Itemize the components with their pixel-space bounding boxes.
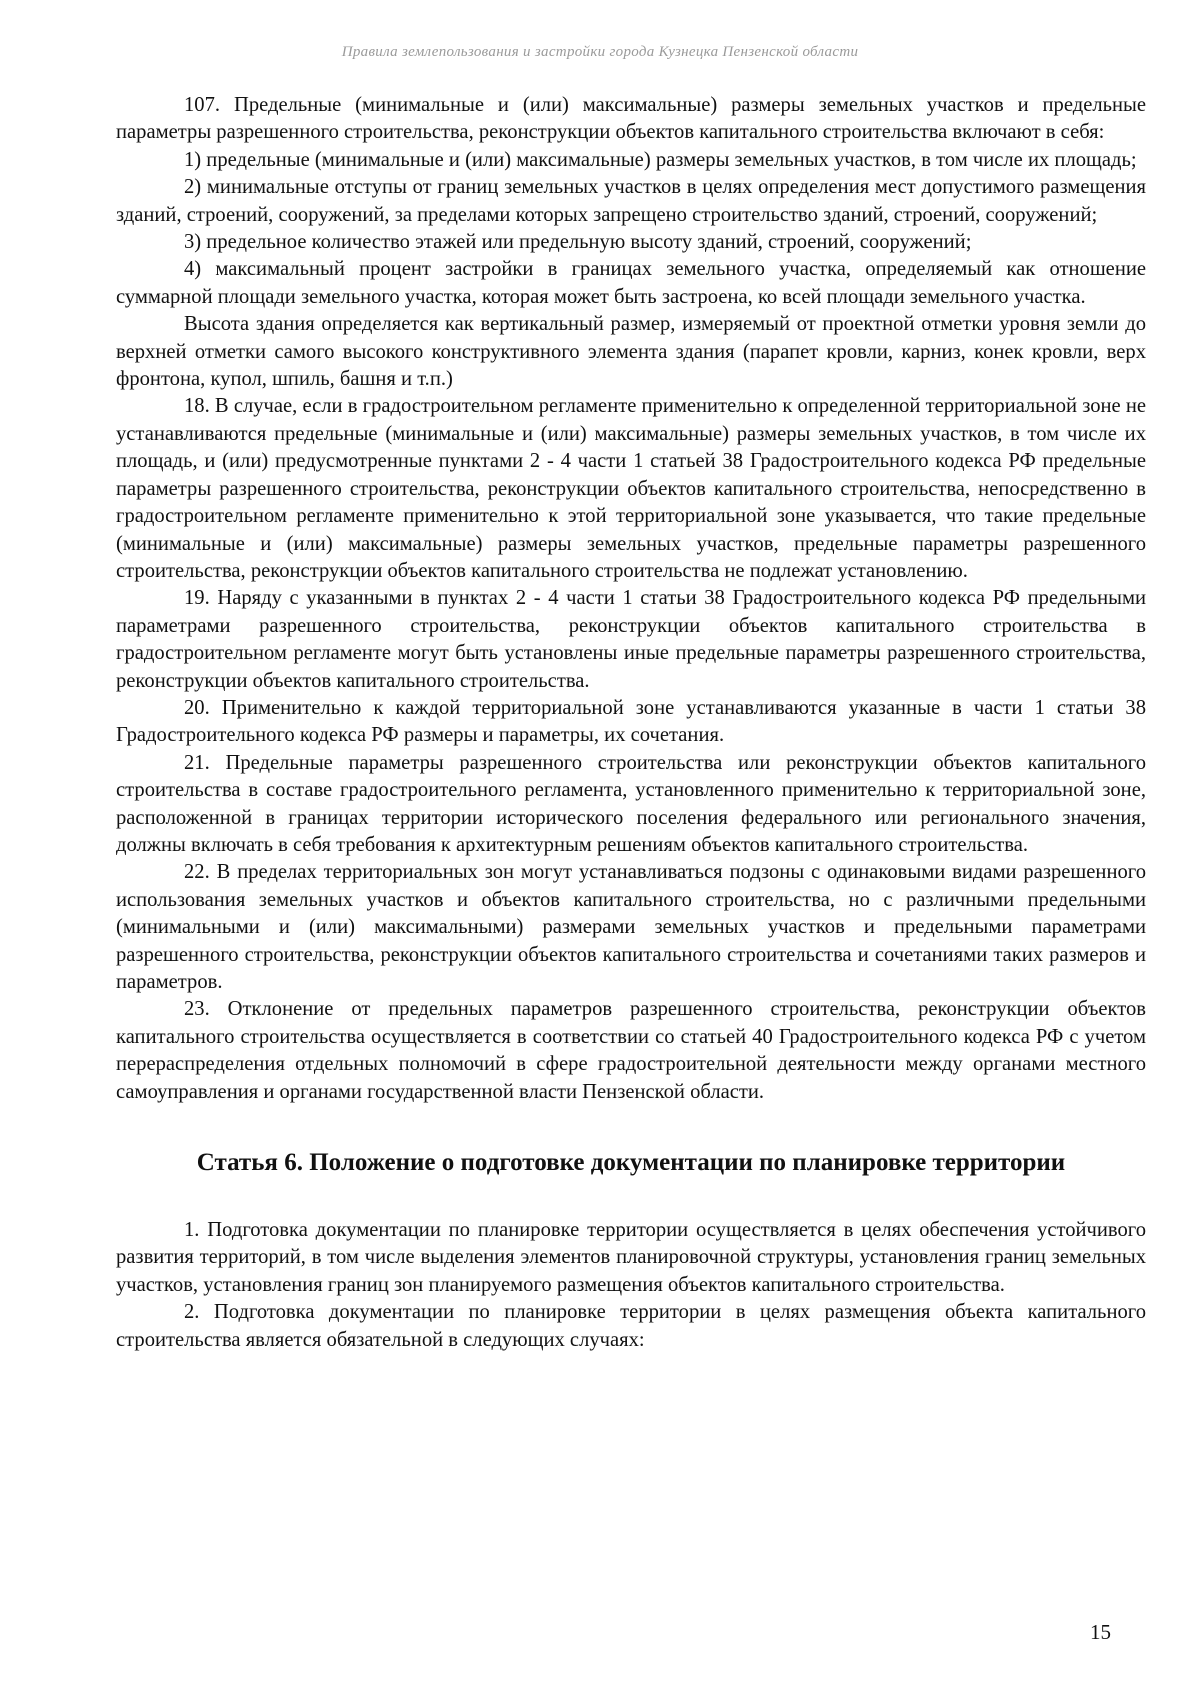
paragraph-23: 23. Отклонение от предельных параметров разрешенного строительства, реконструкции объектов капитального строительства осуществляется в соответствии со статьей 40 Градостроительного кодекса РФ с учетом перераспределения отдельных полномочий в сфере градостроительной деятельности между органами местного самоуправления и органами государственной власти Пензенской области. <box>116 998 1146 1103</box>
section-paragraph-2: 2. Подготовка документации по планировке территории в целях размещения объекта капитального строительства является обязательной в следующих случаях: <box>116 1301 1146 1351</box>
paragraph-19: 19. Наряду с указанными в пунктах 2 - 4 части 1 статьи 38 Градостроительного кодекса РФ предельными параметрами разрешенного строительства, реконструкции объектов капитального строительства в градостроительном регламенте могут быть установлены иные предельные параметры разрешенного строительства, реконструкции объектов капитального строительства. <box>116 587 1146 692</box>
section-heading: Статья 6. Положение о подготовке документации по планировке территории <box>196 1149 1066 1177</box>
list-item-2: 2) минимальные отступы от границ земельных участков в целях определения мест допустимого размещения зданий, строений, сооружений, за пределами которых запрещено строительство зданий, строений, сооружений; <box>116 176 1146 226</box>
paragraph-21: 21. Предельные параметры разрешенного строительства или реконструкции объектов капитального строительства в составе градостроительного регламента, установленного применительно к территориальной зоне, расположенной в границах территории исторического поселения федерального или регионального значения, должны включать в себя требования к архитектурным решениям объектов капитального строительства. <box>116 751 1146 856</box>
list-item-3: 3) предельное количество этажей или предельную высоту зданий, строений, сооружений; <box>184 231 972 254</box>
list-item-1: 1) предельные (минимальные и (или) максимальные) размеры земельных участков, в том числе их площадь; <box>184 148 1137 171</box>
document-body <box>116 92 1146 1354</box>
section-paragraph-1: 1. Подготовка документации по планировке территории осуществляется в целях обеспечения устойчивого развития территорий, в том числе выделения элементов планировочной структуры, установления границ земельных участков, установления границ зон планируемого размещения объектов капитального строительства. <box>116 1219 1146 1296</box>
list-item-4: 4) максимальный процент застройки в границах земельного участка, определяемый как отношение суммарной площади земельного участка, которая может быть застроена, ко всей площади земельного участка. <box>116 258 1146 308</box>
paragraph-107: 107. Предельные (минимальные и (или) максимальные) размеры земельных участков и предельные параметры разрешенного строительства, реконструкции объектов капитального строительства включают в себя: <box>116 94 1146 144</box>
paragraph-18: 18. В случае, если в градостроительном регламенте применительно к определенной территориальной зоне не устанавливаются предельные (минимальные и (или) максимальные) размеры земельных участков, в том числе их площадь, и (или) предусмотренные пунктами 2 - 4 части 1 статьей 38 Градостроительного кодекса РФ предельные параметры разрешенного строительства, реконструкции объектов капитального строительства, непосредственно в градостроительном регламенте применительно к этой территориальной зоне указывается, что такие предельные (минимальные и (или) максимальные) размеры земельных участков, предельные параметры разрешенного строительства, реконструкции объектов капитального строительства не подлежат установлению. <box>116 395 1146 582</box>
paragraph-20: 20. Применительно к каждой территориальной зоне устанавливаются указанные в части 1 статьи 38 Градостроительного кодекса РФ размеры и параметры, их сочетания. <box>116 696 1146 747</box>
running-header: Правила землепользования и застройки города Кузнецка Пензенской области <box>341 44 859 60</box>
page-number: 15 <box>1090 1620 1111 1644</box>
paragraph-22: 22. В пределах территориальных зон могут устанавливаться подзоны с одинаковыми видами разрешенного использования земельных участков и объектов капитального строительства, но с различными предельными (минимальными и (или) максимальными) размерами земельных участков и предельными параметрами разрешенного строительства, реконструкции объектов капитального строительства и сочетаниями таких размеров и параметров. <box>116 861 1146 993</box>
paragraph-height-definition: Высота здания определяется как вертикальный размер, измеряемый от проектной отметки уровня земли до верхней отметки самого высокого конструктивного элемента здания (парапет кровли, карниз, конек кровли, верх фронтона, купол, шпиль, башня и т.п.) <box>116 313 1146 391</box>
